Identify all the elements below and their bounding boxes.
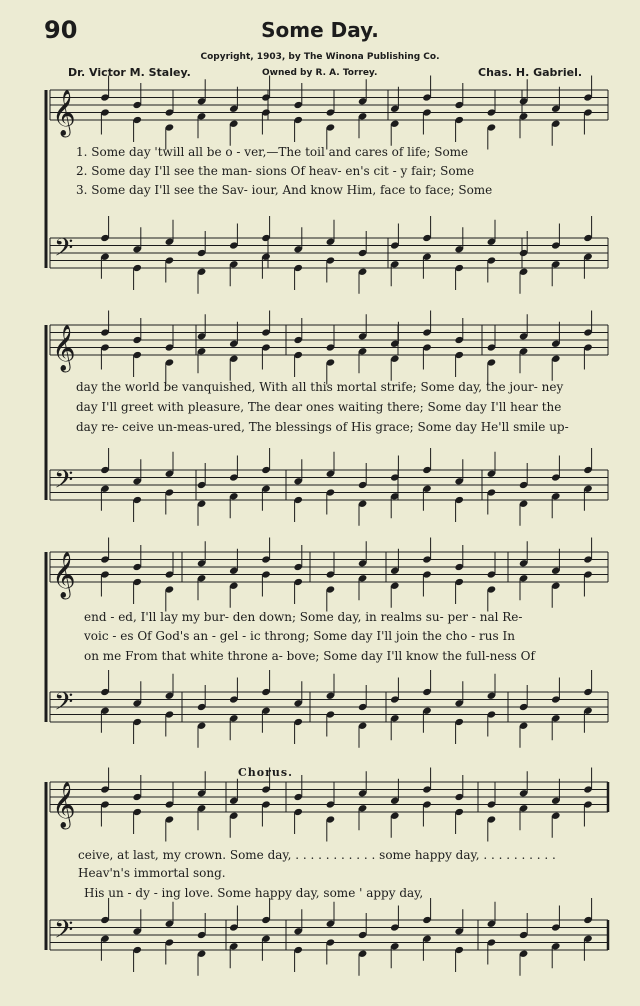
svg-text:𝄞: 𝄞 [52, 325, 76, 371]
lyric-line: 2. Some day I'll see the man- sions Of heav- en's cit - y fair; Some [76, 164, 475, 178]
lyric-line: His un - dy - ing love. Some happy day, some ' appy day, [84, 886, 424, 900]
svg-text:𝄞: 𝄞 [52, 782, 76, 828]
copyright-line: Copyright, 1903, by The Winona Publishing Co. [200, 52, 440, 62]
lyric-line: 1. Some day 'twill all be o - ver,—The toil and cares of life; Some [76, 145, 469, 159]
chorus-label: Chorus. [238, 766, 293, 779]
author-credit: Dr. Victor M. Staley. [68, 66, 191, 79]
composer-credit: Chas. H. Gabriel. [478, 66, 583, 79]
hymn-title: Some Day. [261, 18, 379, 42]
lyric-line: on me From that white throne a- bove; Some day I'll know the full-ness Of [84, 649, 535, 663]
lyric-line: voic - es Of God's an - gel - ic throng; Some day I'll join the cho - rus In [84, 629, 515, 643]
lyric-line: day I'll greet with pleasure, The dear ones waiting there; Some day I'll hear the [76, 400, 562, 414]
lyric-line: end - ed, I'll lay my bur- den down; Some day, in realms su- per - nal Re- [84, 610, 523, 624]
owner-credit: Owned by R. A. Torrey. [262, 68, 378, 78]
page-number: 90 [44, 16, 78, 44]
svg-text:𝄞: 𝄞 [52, 552, 76, 598]
svg-text:𝄢: 𝄢 [54, 465, 74, 501]
lyric-line: Heav'n's immortal song. [78, 866, 226, 880]
svg-text:𝄢: 𝄢 [54, 687, 74, 723]
svg-text:𝄢: 𝄢 [54, 233, 74, 269]
lyric-line: 3. Some day I'll see the Sav- iour, And know Him, face to face; Some [76, 183, 493, 197]
svg-text:𝄞: 𝄞 [52, 90, 76, 136]
lyric-line: ceive, at last, my crown. Some day, . . . . . . . . . . . some happy day, . . . . . . . . . . [78, 848, 556, 862]
lyric-line: day the world be vanquished, With all this mortal strife; Some day, the jour- ney [76, 380, 564, 394]
lyric-line: day re- ceive un-meas-ured, The blessings of His grace; Some day He'll smile up- [76, 420, 569, 434]
svg-text:𝄢: 𝄢 [54, 915, 74, 951]
